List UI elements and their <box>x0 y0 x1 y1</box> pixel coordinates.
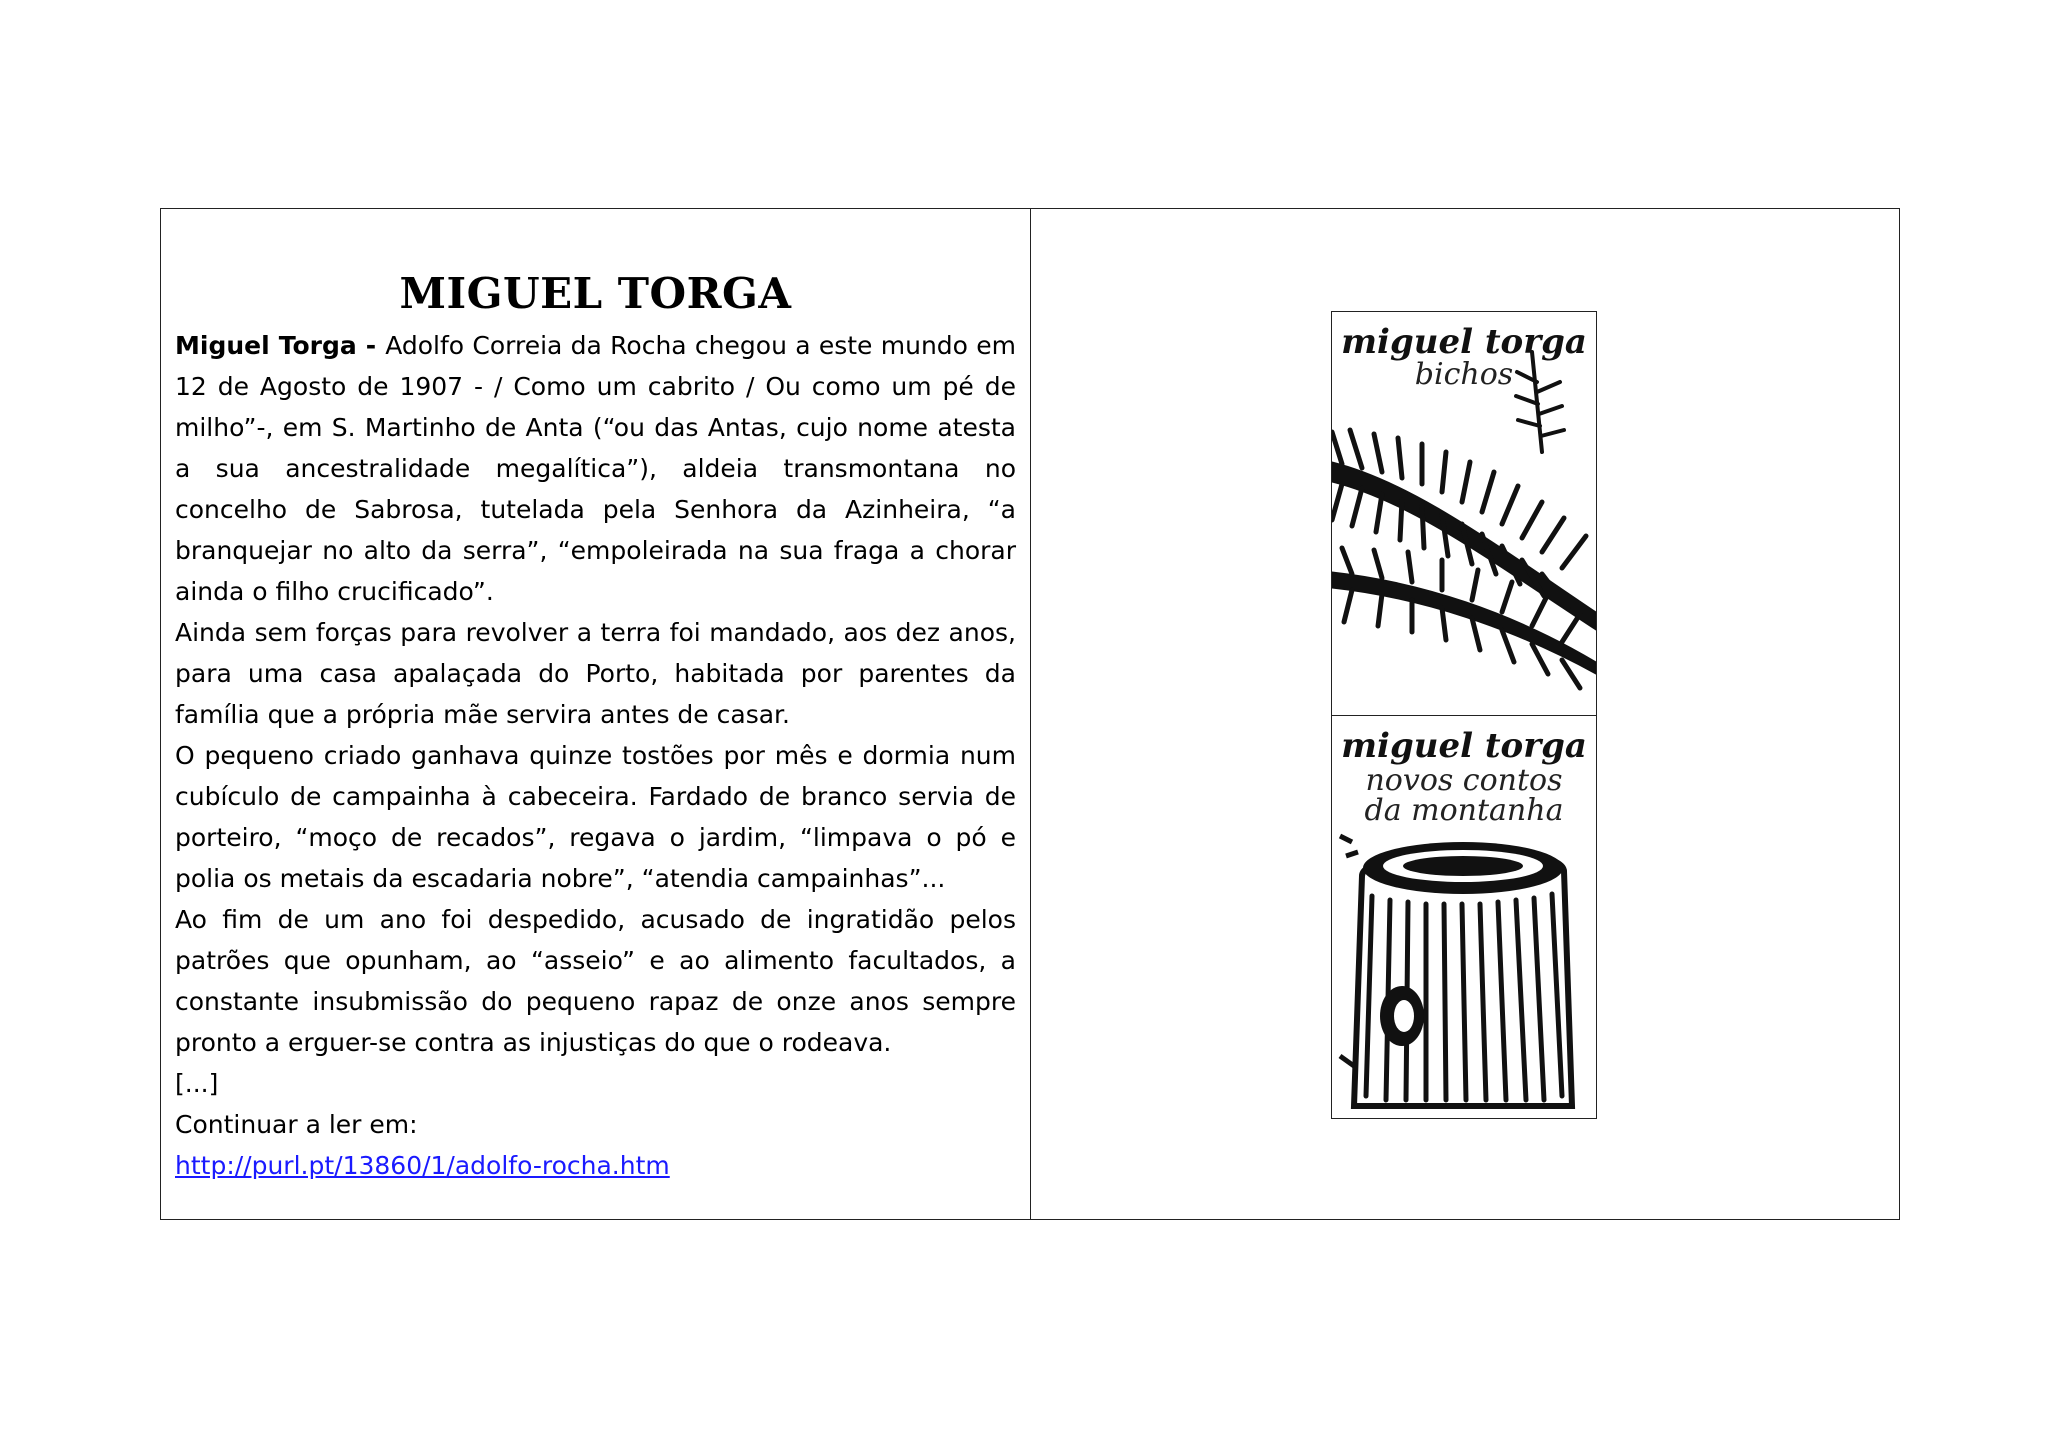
cover-2-title-line-2: da montanha <box>1364 793 1564 828</box>
cover-2-author: miguel torga <box>1341 726 1587 766</box>
paragraph-2: Ainda sem forças para revolver a terra foi mandado, aos dez anos, para uma casa apalaçada do Porto, habitada por parentes da família que a própria mãe servira antes de casar. <box>175 618 1016 729</box>
paragraph-4: Ao fim de um ano foi despedido, acusado de ingratidão pelos patrões que opunham, ao “asseio” e ao alimento facultados, a constante insubmissão do pequeno rapaz de onze anos sempre pronto a erguer-se contra as injustiças do que o rodeava. <box>175 905 1016 1057</box>
cover-1-title: bichos <box>1414 357 1514 392</box>
paragraph-1-text: Adolfo Correia da Rocha chegou a este mundo em 12 de Agosto de 1907 - / Como um cabrito / Ou como um pé de milho”-, em S. Martinho de Anta (“ou das Antas, cujo nome atesta a sua ancestralidade megalítica”), aldeia transmontana no concelho de Sabrosa, tutelada pela Senhora da Azinheira, “a branquejar no alto da serra”, “empoleirada na sua fraga a chorar ainda o filho crucificado”. <box>175 331 1016 606</box>
cover-1-author: miguel torga <box>1341 322 1587 362</box>
continue-label: Continuar a ler em: <box>175 1110 418 1139</box>
ellipsis: [...] <box>175 1069 219 1098</box>
article-body <box>175 325 1016 1186</box>
source-link[interactable]: http://purl.pt/13860/1/adolfo-rocha.htm <box>175 1151 670 1180</box>
content-card <box>160 208 1900 1220</box>
paragraph-1 <box>175 325 1016 612</box>
page-title: MIGUEL TORGA <box>399 269 792 318</box>
link-paragraph <box>175 1145 1016 1186</box>
image-column <box>1031 209 1899 1219</box>
book-cover-bichos <box>1332 312 1596 716</box>
paragraph-3: O pequeno criado ganhava quinze tostões por mês e dormia num cubículo de campainha à cabeceira. Fardado de branco servia de porteiro, “moço de recados”, regava o jardim, “limpava o pó e polia os metais da escadaria nobre”, “atendia campainhas”... <box>175 741 1016 893</box>
book-cover-novos-contos <box>1332 716 1596 1120</box>
cover-2-title-line-1: novos contos <box>1365 763 1563 798</box>
lead-label: Miguel Torga - <box>175 331 386 360</box>
book-covers <box>1331 311 1597 1119</box>
text-column <box>161 209 1031 1219</box>
